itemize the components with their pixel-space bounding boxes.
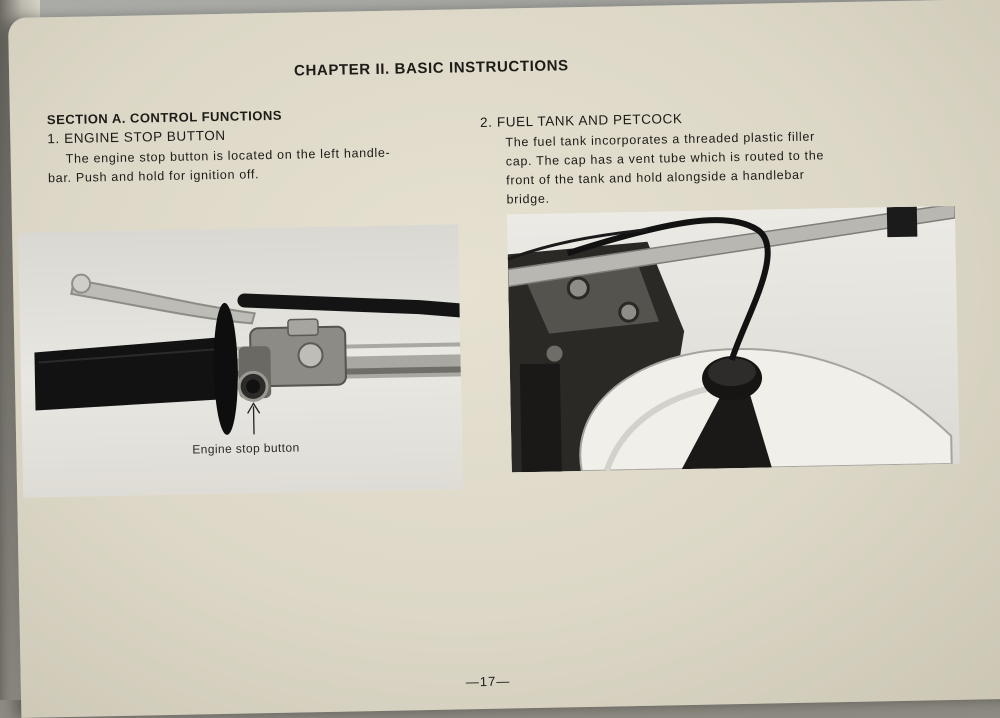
item1-line: The engine stop button is located on the left handle- — [65, 145, 391, 166]
fuel-tank-photo — [507, 206, 960, 473]
page-number: —17— — [465, 673, 511, 690]
manual-page — [8, 0, 1000, 718]
item1-line: bar. Push and hold for ignition off. — [47, 167, 260, 186]
item2-body — [505, 127, 825, 209]
handlebar-illustration — [18, 224, 463, 497]
item1-heading: 1. ENGINE STOP BUTTON — [47, 127, 226, 147]
fuel-tank-illustration — [507, 206, 960, 473]
item2-heading: 2. FUEL TANK AND PETCOCK — [479, 111, 683, 130]
section-title: SECTION A. CONTROL FUNCTIONS — [46, 107, 283, 128]
chapter-title: CHAPTER II. BASIC INSTRUCTIONS — [293, 57, 569, 80]
item2-line: bridge. — [506, 191, 550, 207]
item2-line: cap. The cap has a vent tube which is routed to the — [505, 148, 825, 169]
photo-caption: Engine stop button — [192, 440, 300, 457]
item2-line: front of the tank and hold alongside a handlebar — [506, 167, 805, 188]
engine-stop-button-photo — [18, 224, 463, 497]
item1-body — [47, 144, 391, 188]
item2-line: The fuel tank incorporates a threaded plastic filler — [505, 129, 816, 150]
